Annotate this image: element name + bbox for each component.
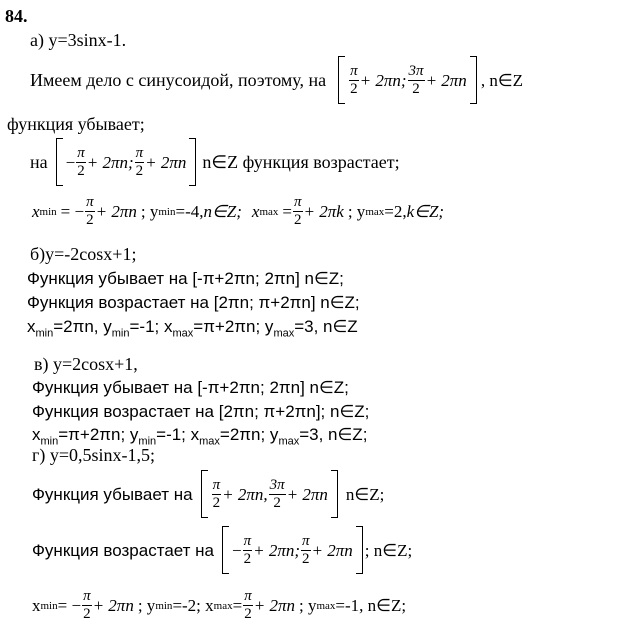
bracket-right: [189, 138, 196, 186]
bracket-right: [331, 470, 338, 518]
fraction: $\frac{\pi}{2}$: [302, 532, 310, 567]
part-a-line1: Имеем дело с синусоидой, поэтому, на $\frac{\pi}{2}$ + 2πn; $\frac{3\pi}{2}$ + 2πn , n∈Z: [30, 56, 523, 104]
part-v-decreasing: Функция убывает на [-π+2πn; 2πn] n∈Z;: [32, 378, 349, 397]
fraction: $\frac{\pi}{2}$: [294, 194, 302, 228]
part-a-line2: на − $\frac{\pi}{2}$ + 2πn; $\frac{\pi}{2}$ + 2πn n∈Z функция возрастает;: [30, 138, 400, 186]
fraction: $\frac{3\pi}{2}$: [269, 476, 285, 511]
bracket-left: [201, 470, 208, 518]
part-g-heading: г) y=0,5sinx-1,5;: [32, 445, 156, 465]
fraction: $\frac{\pi}{2}$: [212, 476, 221, 511]
part-a-extrema: x min = − $\frac{\pi}{2}$ + 2πn ; y min =-4, n∈Z; x max = $\frac{\pi}{2}$ + 2πk ; y max =2, k∈Z;: [32, 194, 445, 228]
bracket-left: [56, 138, 63, 186]
fraction: $\frac{\pi}{2}$: [135, 144, 144, 179]
part-a-text: Имеем дело с синусоидой, поэтому, на: [30, 70, 327, 90]
part-v-increasing: Функция возрастает на [2πn; π+2πn]; n∈Z;: [32, 402, 370, 421]
bracket-left: [222, 526, 229, 574]
part-g-increasing: Функция возрастает на − $\frac{\pi}{2}$ + 2πn; $\frac{\pi}{2}$ + 2πn ; n∈Z;: [32, 526, 412, 574]
part-b-increasing: Функция возрастает на [2πn; π+2πn] n∈Z;: [27, 293, 360, 312]
bracket-left: [338, 56, 345, 104]
fraction: $\frac{\pi}{2}$: [83, 588, 91, 622]
part-b-heading: б)y=-2cosx+1;: [30, 244, 137, 264]
fraction: $\frac{\pi}{2}$: [243, 532, 252, 567]
part-b-decreasing: Функция убывает на [-π+2πn; 2πn] n∈Z;: [27, 269, 344, 288]
bracket-right: [470, 56, 477, 104]
part-a-heading: а) y=3sinx-1.: [30, 30, 127, 50]
fraction: $\frac{\pi}{2}$: [86, 194, 94, 228]
part-g-decreasing: Функция убывает на $\frac{\pi}{2}$ + 2πn, $\frac{3\pi}{2}$ + 2πn n∈Z;: [32, 470, 384, 518]
fraction: $\frac{3\pi}{2}$: [408, 62, 424, 97]
bracket-right: [356, 526, 363, 574]
task-number: 84.: [5, 6, 28, 26]
fraction: $\frac{\pi}{2}$: [350, 62, 358, 97]
fraction: $\frac{\pi}{2}$: [77, 144, 85, 179]
part-g-extrema: x min = − $\frac{\pi}{2}$ + 2πn ; y min =-2; x max = $\frac{\pi}{2}$ + 2πn ; y max =-1, n∈Z;: [32, 588, 407, 622]
part-v-extrema: $x_{min}=\pi+2\pi n$; $y_{min}=-1$; $x_{max}=2\pi n$; $y_{max}=3$, n∈Z;: [32, 425, 368, 448]
fraction: $\frac{\pi}{2}$: [244, 588, 252, 622]
part-a-decreasing: функция убывает;: [7, 114, 145, 134]
part-v-heading: в) y=2cosx+1,: [34, 354, 138, 374]
part-b-extrema: $x_{min}=2\pi n$, $y_{min}=-1$; $x_{max}=\pi+2\pi n$; $y_{max}=3$, n∈Z: [27, 317, 358, 340]
